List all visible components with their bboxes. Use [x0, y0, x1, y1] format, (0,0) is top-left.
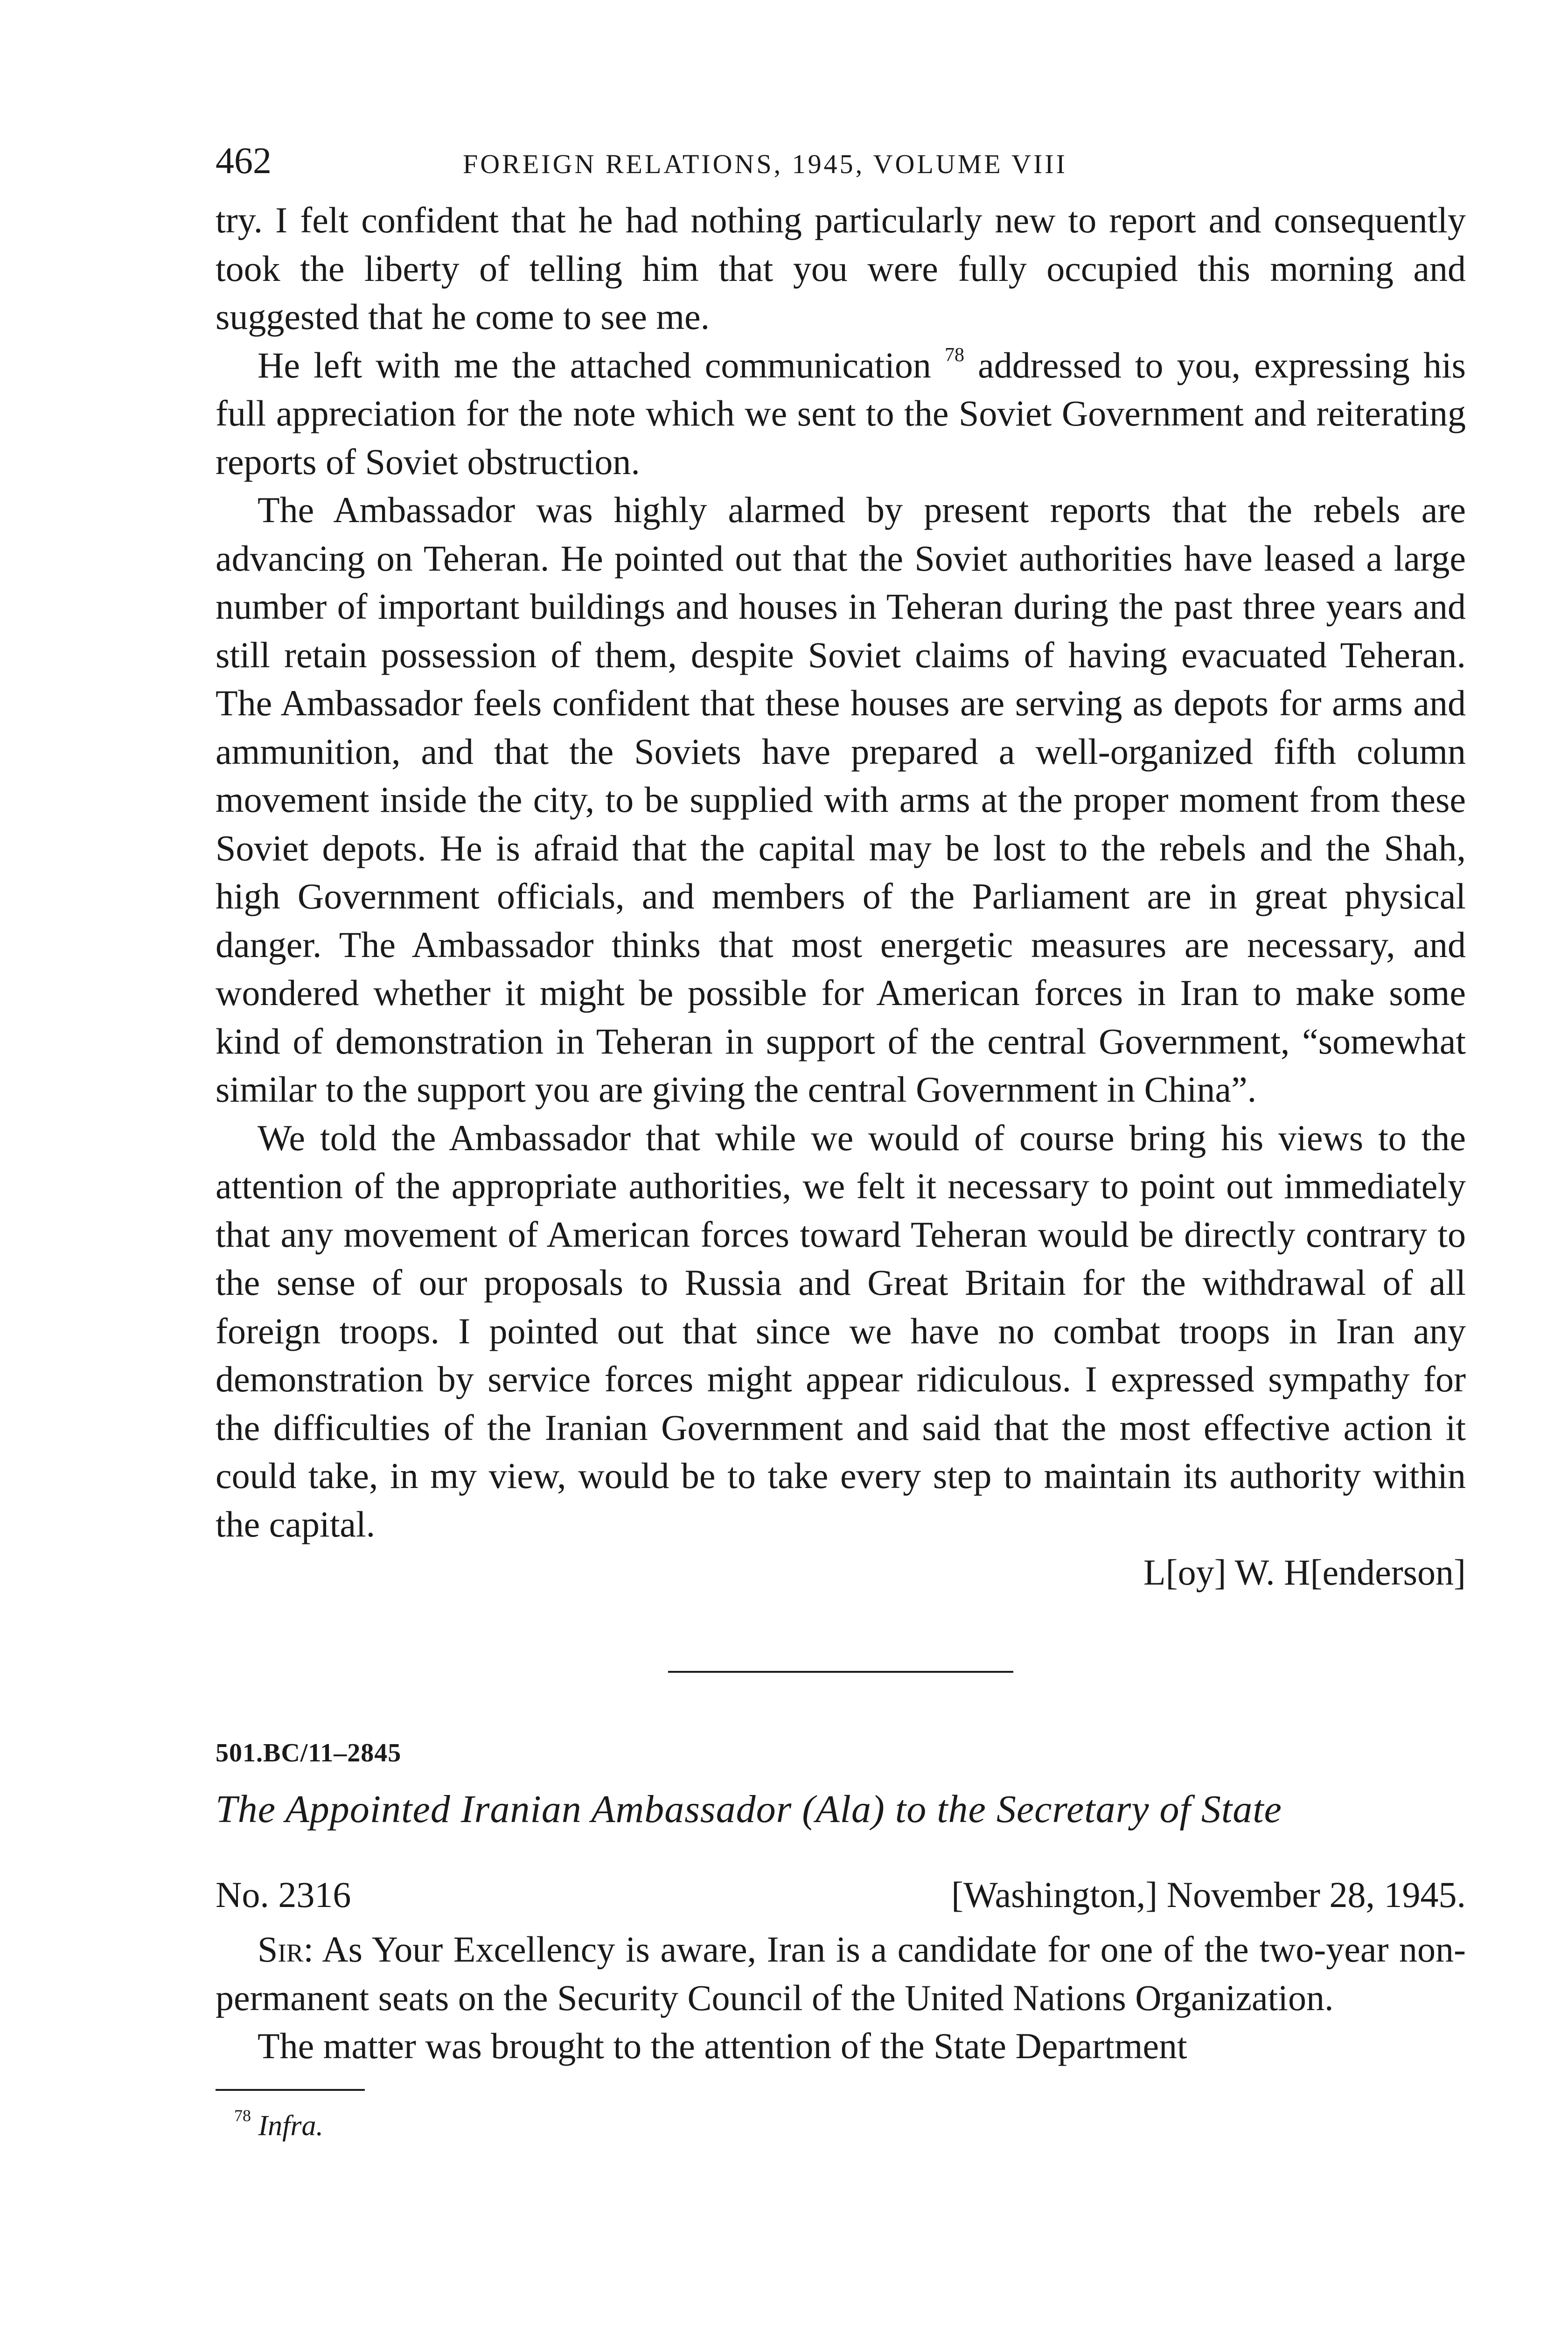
document-number: No. 2316	[216, 1874, 351, 1915]
memo-paragraph-1: try. I felt confident that he had nothing particularly new to report and consequently took the liberty of telling him that you were fully occupied this morning and suggested that he come to see me.	[216, 200, 1466, 337]
memo-paragraph-2-text-b: addressed to you, expressing his full appreciation for the note which we sent to the Soviet Government and reiterating reports of Soviet obstruction.	[216, 344, 1466, 482]
memo-paragraph-3: The Ambassador was highly alarmed by present reports that the rebels are advancing on Teheran. He pointed out that the Soviet authorities have leased a large number of important buildings and houses in Teheran during the past three years and still retain possession of them, despite Soviet claims of having evacuated Teheran. The Ambassador feels confident that these houses are serving as depots for arms and ammunition, and that the Soviets have prepared a well-organized fifth column movement inside the city, to be supplied with arms at the proper moment from these Soviet depots. He is afraid that the capital may be lost to the rebels and the Shah, high Government officials, and members of the Parliament are in great physical danger. The Ambassador thinks that most energetic measures are necessary, and wondered whether it might be possible for American forces in Iran to make some kind of demonstration in Teheran in support of the central Government, “somewhat similar to the support you are giving the central Government in China”.	[216, 489, 1466, 1110]
running-head	[216, 140, 1466, 196]
section-divider	[668, 1671, 1013, 1673]
footnote-divider	[216, 2089, 365, 2091]
letter-paragraph-1	[216, 1925, 1466, 2022]
file-number: 501.BC/11–2845	[216, 1739, 402, 1767]
footnote-text: Infra.	[258, 2109, 323, 2142]
page	[216, 140, 1466, 2143]
memo-signature: L[oy] W. H[enderson]	[1143, 1552, 1466, 1593]
memo-body	[216, 196, 1466, 1596]
salutation: Sir:	[258, 1929, 314, 1970]
page-number: 462	[216, 140, 272, 182]
running-title: FOREIGN RELATIONS, 1945, VOLUME VIII	[463, 149, 1067, 179]
letter-paragraph-1-text: As Your Excellency is aware, Iran is a candidate for one of the two-year non-permanent seats on the Security Council of the United Nations Organization.	[216, 1929, 1466, 2018]
footnote-reference: 78	[945, 344, 965, 366]
dateline	[216, 1874, 1466, 1925]
memo-paragraph-4: We told the Ambassador that while we would of course bring his views to the attention of the appropriate authorities, we felt it necessary to point out immediately that any movement of American forces toward Teheran would be directly contrary to the sense of our proposals to Russia and Great Britain for the withdrawal of all foreign troops. I pointed out that since we have no combat troops in Iran any demonstration by service forces might appear ridiculous. I expressed sympathy for the difficulties of the Iranian Government and said that the most effective action it could take, in my view, would be to take every step to maintain its authority within the capital.	[216, 1117, 1466, 1544]
memo-paragraph-2	[216, 341, 1466, 486]
letter-body	[216, 1925, 1466, 2070]
document-date: [Washington,] November 28, 1945.	[951, 1874, 1466, 1915]
footnote-number: 78	[234, 2106, 251, 2125]
letter-paragraph-2: The matter was brought to the attention of the State Department	[258, 2026, 1187, 2066]
footnote	[216, 2106, 1466, 2143]
memo-paragraph-2-text-a: He left with me the attached communication	[258, 344, 931, 385]
document-heading: The Appointed Iranian Ambassador (Ala) to the Secretary of State	[216, 1788, 1282, 1831]
